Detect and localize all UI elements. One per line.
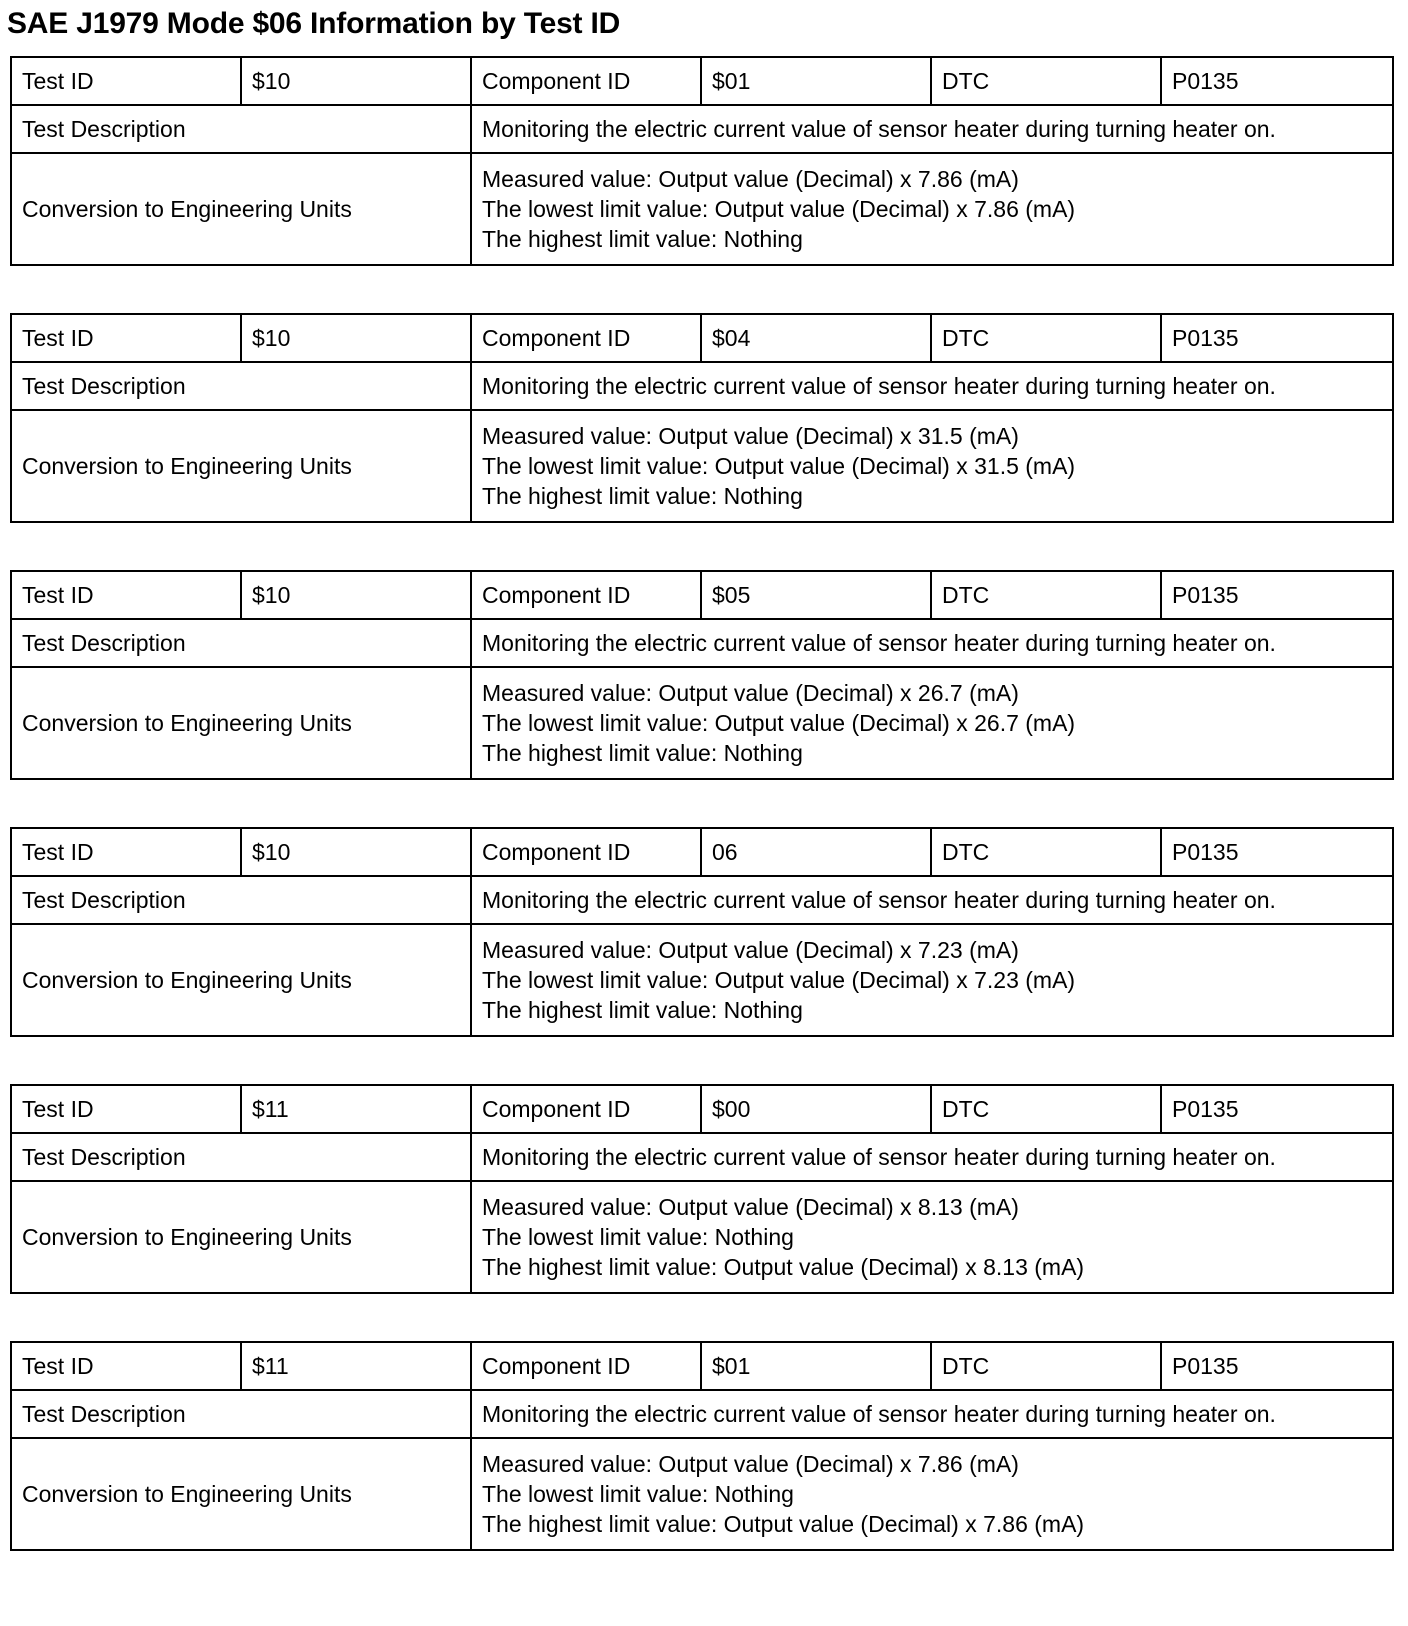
test-description-label: Test Description	[11, 105, 471, 153]
conversion-row	[11, 924, 1393, 1036]
test-id-value: $10	[241, 57, 471, 105]
id-row	[11, 314, 1393, 362]
conversion-label: Conversion to Engineering Units	[11, 1438, 471, 1550]
test-description-value: Monitoring the electric current value of sensor heater during turning heater on.	[471, 876, 1393, 924]
component-id-value: $01	[701, 57, 931, 105]
dtc-value: P0135	[1161, 1085, 1393, 1133]
test-description-value: Monitoring the electric current value of sensor heater during turning heater on.	[471, 1390, 1393, 1438]
description-row	[11, 105, 1393, 153]
description-row	[11, 1390, 1393, 1438]
test-id-value: $11	[241, 1342, 471, 1390]
conversion-value	[471, 153, 1393, 265]
lowest-limit-line: The lowest limit value: Output value (Decimal) x 26.7 (mA)	[482, 710, 1076, 736]
dtc-label: DTC	[931, 1342, 1161, 1390]
conversion-label: Conversion to Engineering Units	[11, 924, 471, 1036]
test-description-value: Monitoring the electric current value of sensor heater during turning heater on.	[471, 1133, 1393, 1181]
conversion-value	[471, 924, 1393, 1036]
dtc-value: P0135	[1161, 571, 1393, 619]
highest-limit-line: The highest limit value: Output value (Decimal) x 7.86 (mA)	[482, 1511, 1085, 1537]
test-description-value: Monitoring the electric current value of sensor heater during turning heater on.	[471, 362, 1393, 410]
dtc-value: P0135	[1161, 57, 1393, 105]
component-id-value: $01	[701, 1342, 931, 1390]
conversion-value	[471, 410, 1393, 522]
description-row	[11, 876, 1393, 924]
description-row	[11, 619, 1393, 667]
highest-limit-line: The highest limit value: Output value (Decimal) x 8.13 (mA)	[482, 1254, 1085, 1280]
conversion-label: Conversion to Engineering Units	[11, 410, 471, 522]
test-id-value: $11	[241, 1085, 471, 1133]
conversion-row	[11, 1181, 1393, 1293]
description-row	[11, 362, 1393, 410]
component-id-value: 06	[701, 828, 931, 876]
highest-limit-line: The highest limit value: Nothing	[482, 483, 803, 509]
dtc-label: DTC	[931, 314, 1161, 362]
test-id-value: $10	[241, 828, 471, 876]
dtc-label: DTC	[931, 57, 1161, 105]
test-id-label: Test ID	[11, 57, 241, 105]
conversion-row	[11, 153, 1393, 265]
conversion-label: Conversion to Engineering Units	[11, 667, 471, 779]
component-id-label: Component ID	[471, 314, 701, 362]
measured-value-line: Measured value: Output value (Decimal) x 8.13 (mA)	[482, 1194, 1019, 1220]
id-row	[11, 1342, 1393, 1390]
component-id-value: $05	[701, 571, 931, 619]
id-row	[11, 828, 1393, 876]
dtc-value: P0135	[1161, 1342, 1393, 1390]
test-id-label: Test ID	[11, 828, 241, 876]
test-description-value: Monitoring the electric current value of sensor heater during turning heater on.	[471, 619, 1393, 667]
test-id-label: Test ID	[11, 1342, 241, 1390]
measured-value-line: Measured value: Output value (Decimal) x 7.23 (mA)	[482, 937, 1019, 963]
conversion-value	[471, 667, 1393, 779]
measured-value-line: Measured value: Output value (Decimal) x 31.5 (mA)	[482, 423, 1019, 449]
id-row	[11, 1085, 1393, 1133]
lowest-limit-line: The lowest limit value: Nothing	[482, 1481, 794, 1507]
conversion-value	[471, 1181, 1393, 1293]
test-description-label: Test Description	[11, 876, 471, 924]
conversion-label: Conversion to Engineering Units	[11, 1181, 471, 1293]
lowest-limit-line: The lowest limit value: Output value (Decimal) x 7.86 (mA)	[482, 196, 1076, 222]
component-id-label: Component ID	[471, 1342, 701, 1390]
mode06-table	[10, 1341, 1394, 1551]
page-title: SAE J1979 Mode $06 Information by Test ID	[7, 7, 621, 40]
test-id-value: $10	[241, 571, 471, 619]
id-row	[11, 571, 1393, 619]
component-id-label: Component ID	[471, 828, 701, 876]
conversion-value	[471, 1438, 1393, 1550]
test-description-value: Monitoring the electric current value of sensor heater during turning heater on.	[471, 105, 1393, 153]
mode06-table	[10, 570, 1394, 780]
dtc-label: DTC	[931, 571, 1161, 619]
highest-limit-line: The highest limit value: Nothing	[482, 997, 803, 1023]
description-row	[11, 1133, 1393, 1181]
lowest-limit-line: The lowest limit value: Output value (Decimal) x 7.23 (mA)	[482, 967, 1076, 993]
conversion-row	[11, 1438, 1393, 1550]
highest-limit-line: The highest limit value: Nothing	[482, 740, 803, 766]
test-description-label: Test Description	[11, 619, 471, 667]
mode06-table	[10, 827, 1394, 1037]
dtc-label: DTC	[931, 828, 1161, 876]
test-id-label: Test ID	[11, 1085, 241, 1133]
lowest-limit-line: The lowest limit value: Output value (Decimal) x 31.5 (mA)	[482, 453, 1076, 479]
lowest-limit-line: The lowest limit value: Nothing	[482, 1224, 794, 1250]
component-id-value: $04	[701, 314, 931, 362]
dtc-label: DTC	[931, 1085, 1161, 1133]
mode06-table	[10, 56, 1394, 266]
component-id-label: Component ID	[471, 57, 701, 105]
id-row	[11, 57, 1393, 105]
dtc-value: P0135	[1161, 828, 1393, 876]
test-description-label: Test Description	[11, 1133, 471, 1181]
test-id-value: $10	[241, 314, 471, 362]
test-description-label: Test Description	[11, 362, 471, 410]
component-id-label: Component ID	[471, 1085, 701, 1133]
measured-value-line: Measured value: Output value (Decimal) x 26.7 (mA)	[482, 680, 1019, 706]
test-id-label: Test ID	[11, 314, 241, 362]
highest-limit-line: The highest limit value: Nothing	[482, 226, 803, 252]
measured-value-line: Measured value: Output value (Decimal) x 7.86 (mA)	[482, 1451, 1019, 1477]
mode06-table	[10, 313, 1394, 523]
measured-value-line: Measured value: Output value (Decimal) x 7.86 (mA)	[482, 166, 1019, 192]
test-id-label: Test ID	[11, 571, 241, 619]
dtc-value: P0135	[1161, 314, 1393, 362]
conversion-row	[11, 667, 1393, 779]
component-id-value: $00	[701, 1085, 931, 1133]
component-id-label: Component ID	[471, 571, 701, 619]
mode06-table	[10, 1084, 1394, 1294]
test-description-label: Test Description	[11, 1390, 471, 1438]
conversion-row	[11, 410, 1393, 522]
conversion-label: Conversion to Engineering Units	[11, 153, 471, 265]
